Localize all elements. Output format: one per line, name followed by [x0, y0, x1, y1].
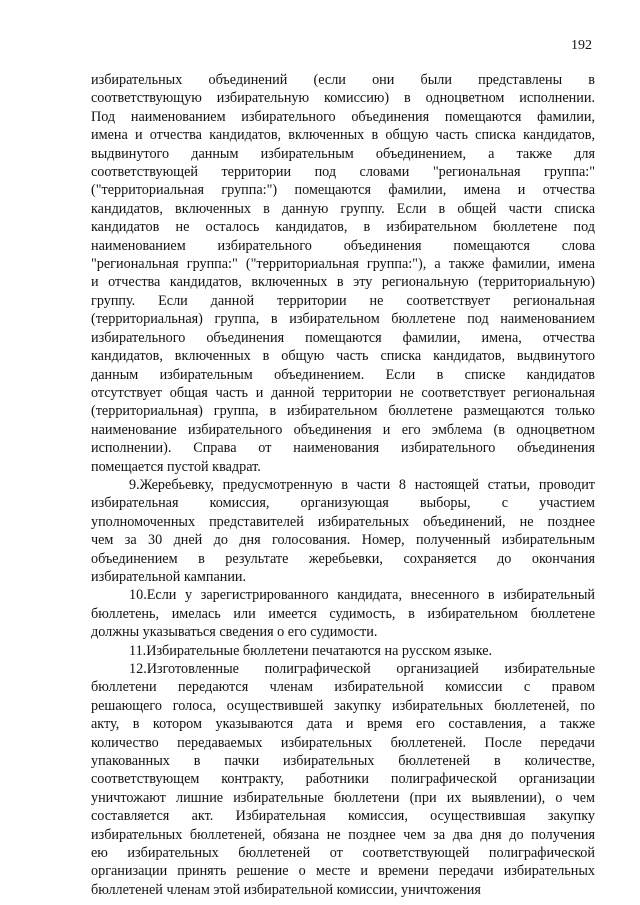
- text-line: бюллетень, имелась или имеется судимость, в избирательном бюллетене: [91, 605, 595, 622]
- text-line: Под наименованием избирательного объединения помещаются фамилии,: [91, 108, 595, 125]
- text-line: количество передаваемых избирательных бюллетеней. После передачи: [91, 734, 595, 751]
- paragraph-p11: [91, 642, 595, 660]
- text-line: соответствующем контракту, работники полиграфической организации: [91, 771, 595, 788]
- text-line: избирательных объединений (если они были представлены в: [91, 72, 595, 88]
- text-line: имена и отчества кандидатов, включенных в общую часть списка кандидатов,: [91, 127, 595, 144]
- paragraph-p1: [91, 71, 595, 476]
- text-line: 10.Если у зарегистрированного кандидата, внесенного в избирательный: [129, 587, 595, 604]
- text-line: избирательная комиссия, организующая выборы, с участием: [91, 495, 595, 512]
- text-line: кандидатов, включенных в общую часть списка кандидатов, выдвинутого: [91, 348, 595, 365]
- text-line: (территориальная) группа, в избирательном бюллетене под наименованием: [91, 311, 595, 328]
- text-line: организации принять решение о месте и времени передачи избирательных: [91, 863, 595, 880]
- text-line: (территориальная) группа, в избирательном бюллетене размещаются только: [91, 403, 595, 420]
- text-line: соответствующую избирательную комиссию) в одноцветном исполнении.: [91, 90, 595, 107]
- text-line: 9.Жеребьевку, предусмотренную в части 8 настоящей статьи, проводит: [129, 476, 595, 493]
- text-line: решающего голоса, осуществившей закупку избирательных бюллетеней, по: [91, 697, 595, 714]
- text-line: ("территориальная группа:") помещаются фамилии, имена и отчества: [91, 182, 595, 199]
- text-line: упакованных в пачки избирательных бюллетеней в количестве,: [91, 753, 595, 770]
- text-line: и отчества кандидатов, включенных в эту региональную (территориальную): [91, 274, 595, 291]
- text-line: наименованием избирательного объединения помещаются слова: [91, 237, 595, 254]
- text-line: "региональная группа:" ("территориальная группа:"), а также фамилии, имена: [91, 256, 595, 273]
- paragraph-p9: [91, 476, 595, 586]
- text-line: соответствующей территории под словами "региональная группа:": [91, 164, 595, 181]
- paragraph-p12: [91, 660, 595, 899]
- text-line: данным избирательным объединением. Если в списке кандидатов: [91, 366, 595, 383]
- text-line: акту, в котором указываются дата и время его составления, а также: [91, 716, 595, 733]
- text-line: уничтожают лишние избирательные бюллетени (при их выявлении), о чем: [91, 789, 595, 806]
- page-number: 192: [571, 38, 592, 53]
- text-line: наименование избирательного объединения и его эмблема (в одноцветном: [91, 421, 595, 438]
- text-line: должны указываться сведения о его судимости.: [91, 624, 378, 641]
- paragraph-p10: [91, 586, 595, 641]
- text-line: исполнении). Справа от наименования избирательного объединения: [91, 440, 595, 457]
- text-line: чем за 30 дней до дня голосования. Номер, полученный избирательным: [91, 532, 595, 549]
- text-line: группу. Если данной территории не соответствует региональная: [91, 292, 595, 309]
- text-line: бюллетеней членам этой избирательной комиссии, уничтожения: [91, 881, 481, 898]
- text-line: составляется акт. Избирательная комиссия, осуществившая закупку: [91, 808, 595, 825]
- text-line: избирательных бюллетеней, обязана не позднее чем за два дня до получения: [91, 826, 595, 843]
- text-line: объединением в результате жеребьевки, сохраняется до окончания: [91, 550, 595, 567]
- text-line: уполномоченных представителей избирательных объединений, не позднее: [91, 513, 595, 530]
- text-line: кандидатов не осталось кандидатов, в избирательном бюллетене под: [91, 219, 595, 236]
- document-body: [91, 71, 595, 899]
- text-line: выдвинутого данным избирательным объединением, а также для: [91, 145, 595, 162]
- text-line: отсутствует общая часть и данной территории не соответствует региональная: [91, 384, 595, 401]
- text-line: помещается пустой квадрат.: [91, 458, 261, 475]
- text-line: бюллетени передаются членам избирательной комиссии с правом: [91, 679, 595, 696]
- text-line: кандидатов, включенных в данную группу. Если в общей части списка: [91, 200, 595, 217]
- text-line: 11.Избирательные бюллетени печатаются на русском языке.: [129, 642, 493, 659]
- text-line: ею избирательных бюллетеней от соответствующей полиграфической: [91, 845, 595, 862]
- text-line: 12.Изготовленные полиграфической организацией избирательные: [129, 661, 595, 677]
- text-line: избирательной кампании.: [91, 568, 247, 585]
- text-line: избирательного объединения помещаются фамилии, имена, отчества: [91, 329, 595, 346]
